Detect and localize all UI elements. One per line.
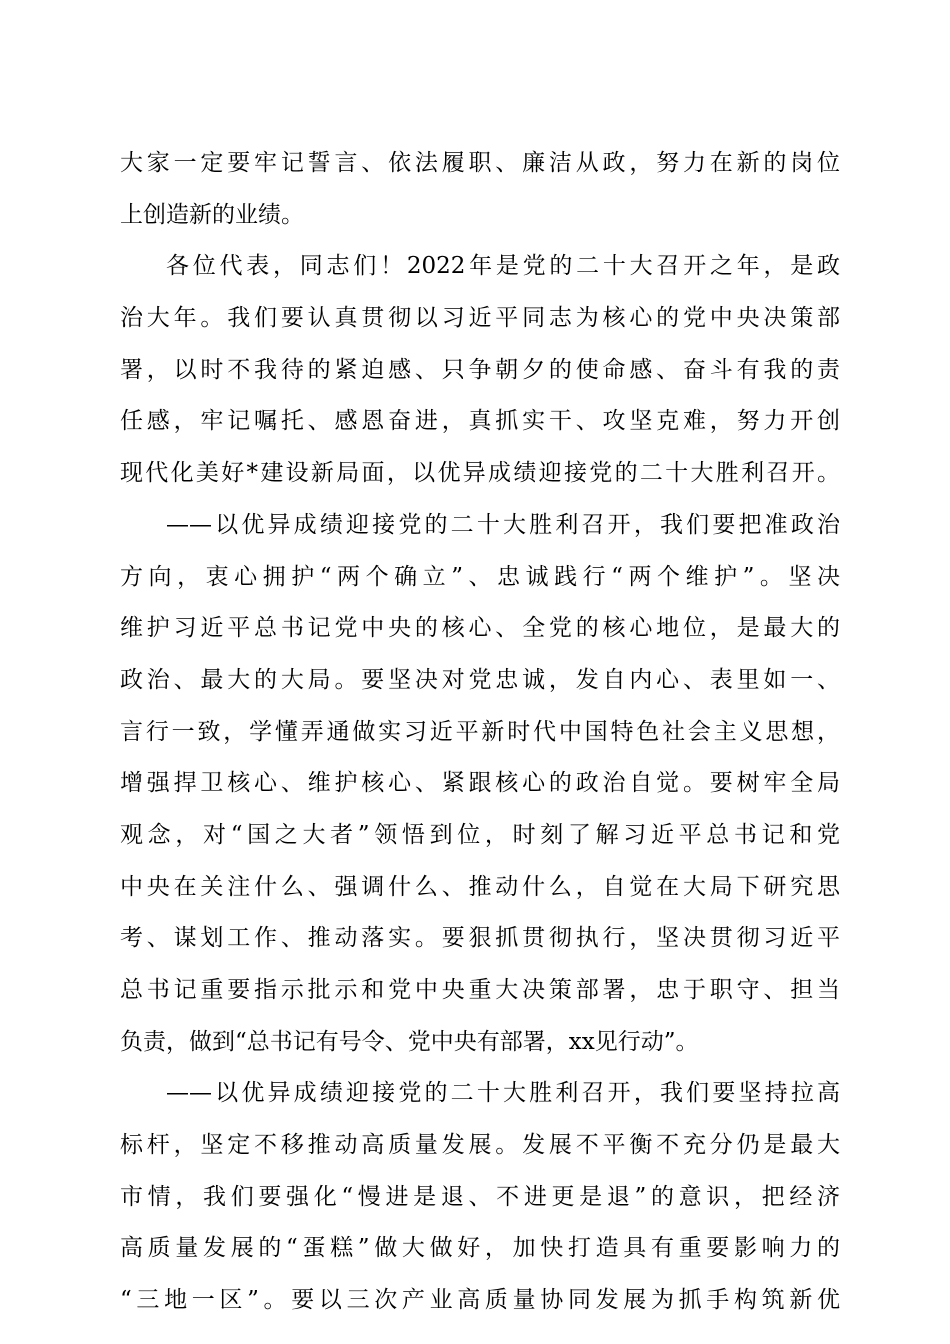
text-line: 现代化美好*建设新局面，以优异成绩迎接党的二十大胜利召开。	[120, 460, 840, 487]
text-line: 治大年。我们要认真贯彻以习近平同志为核心的党中央决策部	[120, 305, 840, 332]
text-line: 增强捍卫核心、维护核心、紧跟核心的政治自觉。要树牢全局	[120, 770, 840, 797]
text-line: 署，以时不我待的紧迫感、只争朝夕的使命感、奋斗有我的责	[120, 356, 840, 383]
text-line: 市情，我们要强化“慢进是退、不进更是退”的意识，把经济	[120, 1183, 840, 1210]
text-line: 各位代表，同志们！2022年是党的二十大召开之年，是政	[166, 253, 840, 280]
text-line: 言行一致，学懂弄通做实习近平新时代中国特色社会主义思想，	[120, 718, 840, 745]
body-text	[120, 138, 840, 1327]
text-line: 任感，牢记嘱托、感恩奋进，真抓实干、攻坚克难，努力开创	[120, 408, 840, 435]
text-line: 高质量发展的“蛋糕”做大做好，加快打造具有重要影响力的	[120, 1235, 840, 1262]
text-line: ——以优异成绩迎接党的二十大胜利召开，我们要坚持拉高	[166, 1080, 840, 1107]
text-line: 维护习近平总书记党中央的核心、全党的核心地位，是最大的	[120, 615, 840, 642]
text-line: 政治、最大的大局。要坚决对党忠诚，发自内心、表里如一、	[120, 666, 840, 693]
text-line: 考、谋划工作、推动落实。要狠抓贯彻执行，坚决贯彻习近平	[120, 925, 840, 952]
text-line: 负责，做到“总书记有号令、党中央有部署，xx见行动”。	[120, 1028, 699, 1055]
text-line: 大家一定要牢记誓言、依法履职、廉洁从政，努力在新的岗位	[120, 150, 840, 176]
text-line: 观念，对“国之大者”领悟到位，时刻了解习近平总书记和党	[120, 821, 840, 848]
text-line: ——以优异成绩迎接党的二十大胜利召开，我们要把准政治	[166, 511, 840, 538]
text-line: 方向，衷心拥护“两个确立”、忠诚践行“两个维护”。坚决	[120, 563, 840, 590]
text-line: 中央在关注什么、强调什么、推动什么，自觉在大局下研究思	[120, 873, 840, 900]
text-line: “三地一区”。要以三次产业高质量协同发展为抓手构筑新优	[120, 1287, 840, 1314]
text-line: 标杆，坚定不移推动高质量发展。发展不平衡不充分仍是最大	[120, 1132, 840, 1159]
text-line: 总书记重要指示批示和党中央重大决策部署，忠于职守、担当	[120, 977, 840, 1003]
text-line: 上创造新的业绩。	[120, 201, 304, 228]
